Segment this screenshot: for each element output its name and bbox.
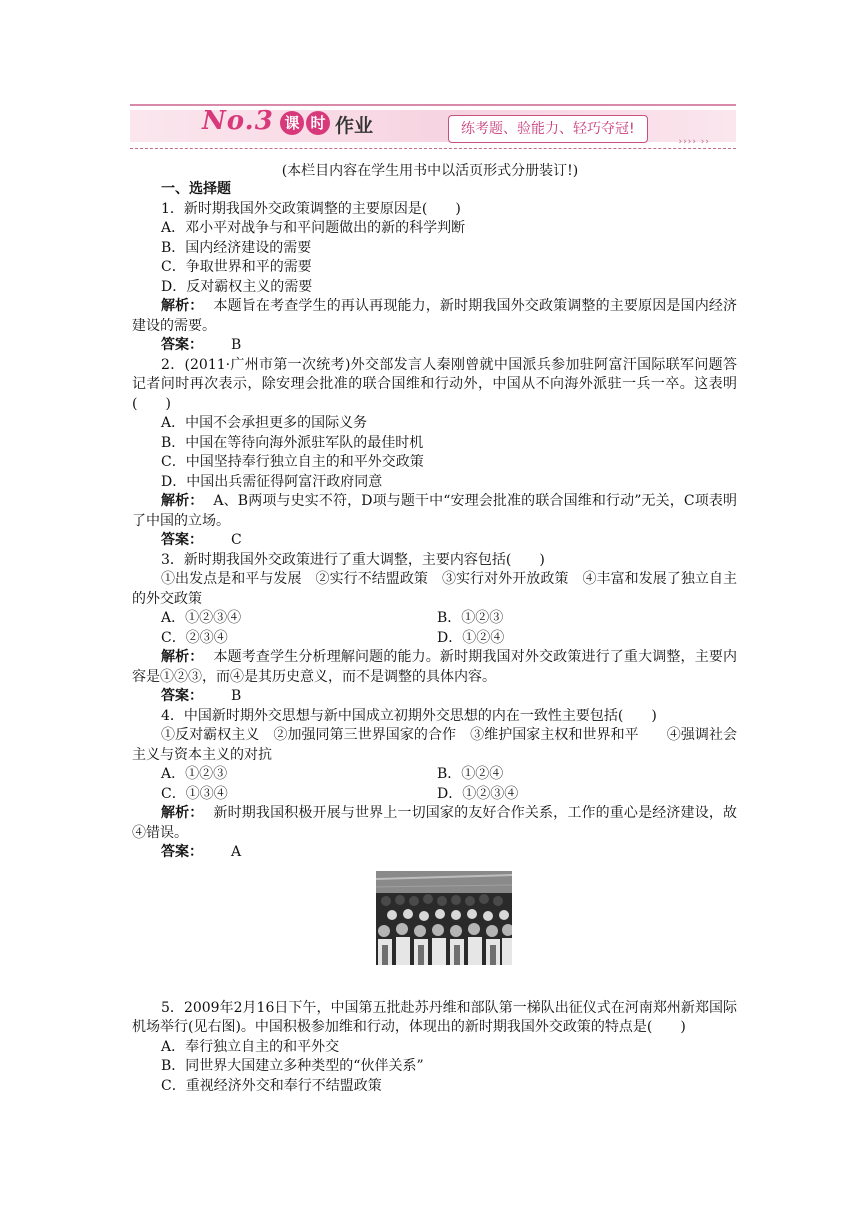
q1-explain-text: 本题旨在考查学生的再认再现能力，新时期我国外交政策调整的主要原因是国内经济建设的需要。 — [132, 298, 738, 334]
q2-explanation — [132, 492, 737, 531]
q3-option-a: A．①②③④ — [161, 610, 242, 626]
homework-label: 作业 — [335, 115, 374, 137]
q1-option-d: D．反对霸权主义的需要 — [161, 278, 313, 295]
q3-answer-label: 答案： — [161, 688, 203, 704]
badge-ke: 课 — [280, 111, 304, 135]
header-banner — [130, 104, 736, 152]
q1-option-b: B．国内经济建设的需要 — [161, 239, 312, 256]
q4-explain-label: 解析： — [161, 805, 204, 821]
q4-stem: 4．中国新时期外交思想与新中国成立初期外交思想的内在一致性主要包括( ) — [161, 707, 657, 724]
q2-explain-label: 解析： — [161, 493, 204, 509]
q1-explain-label: 解析： — [161, 298, 204, 314]
q4-explain-text: 新时期我国积极开展与世界上一切国家的友好合作关系，工作的重心是经济建设，故④错误。 — [132, 805, 738, 841]
q1-stem: 1．新时期我国外交政策调整的主要原因是( ) — [161, 200, 461, 217]
lesson-number: No.3 — [202, 106, 274, 136]
section-title: 一、选择题 — [161, 181, 231, 197]
q3-options-row-1 — [132, 609, 737, 629]
q3-explain-text: 本题考查学生分析理解问题的能力。新时期我国对外交政策进行了重大调整，主要内容是①②③，而④是其历史意义，而不是调整的具体内容。 — [132, 649, 738, 685]
q2-option-d: D．中国出兵需征得阿富汗政府同意 — [161, 473, 383, 490]
q5-option-b: B．同世界大国建立多种类型的“伙伴关系” — [161, 1058, 424, 1074]
q1-option-a: A．邓小平对战争与和平问题做出的新的科学判断 — [161, 220, 466, 236]
q3-option-b: B．①②③ — [437, 610, 504, 626]
q3-option-d: D．①②④ — [437, 629, 505, 646]
q4-answer-value: A — [231, 844, 242, 860]
q4-answer — [132, 843, 737, 863]
q3-option-c: C．②③④ — [161, 629, 228, 646]
q1-explanation — [132, 297, 737, 336]
q1-option-c: C．争取世界和平的需要 — [161, 259, 312, 275]
q2-stem: 2．(2011·广州市第一次统考)外交部发言人秦刚曾就中国派兵参加驻阿富汗国际联军问题答记者问时再次表示，除安理会批准的联合国维和行动外，中国从不向海外派驻一兵一卒。这表明( ) — [132, 356, 737, 412]
q1-answer-value: B — [231, 337, 242, 353]
q2-answer-label: 答案： — [161, 532, 203, 548]
badge-shi: 时 — [306, 111, 330, 135]
q2-option-c: C．中国坚持奉行独立自主的和平外交政策 — [161, 454, 424, 470]
q4-option-b: B．①②④ — [437, 766, 504, 782]
slogan-box: 练考题、验能力、轻巧夺冠! — [448, 115, 648, 143]
peacekeepers-photo — [376, 871, 512, 965]
q1-answer — [132, 336, 737, 356]
q5-option-a: A．奉行独立自主的和平外交 — [161, 1038, 340, 1055]
q2-option-a: A．中国不会承担更多的国际义务 — [161, 415, 368, 431]
q3-items: ①出发点是和平与发展 ②实行不结盟政策 ③实行对外开放政策 ④丰富和发展了独立自主的外交政策 — [132, 571, 737, 607]
q3-explanation — [132, 648, 737, 687]
q4-option-c: C．①③④ — [161, 785, 228, 802]
banner-bottom-line — [130, 148, 736, 149]
q4-option-a: A．①②③ — [161, 766, 228, 782]
exercise-content — [132, 180, 737, 1096]
q4-options-row-1 — [132, 765, 737, 785]
q4-answer-label: 答案： — [161, 844, 203, 860]
q3-options-row-2 — [132, 629, 737, 649]
q2-explain-text: A、B两项与史实不符，D项与题干中“安理会批准的联合国维和行动”无关，C项表明了中国的立场。 — [132, 493, 738, 529]
q4-options-row-2 — [132, 785, 737, 805]
q5-option-c: C．重视经济外交和奉行不结盟政策 — [161, 1077, 382, 1094]
q3-answer — [132, 687, 737, 707]
binding-note: (本栏目内容在学生用书中以活页形式分册装订!) — [281, 163, 579, 179]
q3-explain-label: 解析： — [161, 649, 204, 665]
q3-stem: 3．新时期我国外交政策进行了重大调整，主要内容包括( ) — [161, 551, 545, 568]
q2-answer-value: C — [231, 532, 242, 548]
q4-items: ①反对霸权主义 ②加强同第三世界国家的合作 ③维护国家主权和世界和平 ④强调社会主义与资本主义的对抗 — [132, 727, 737, 763]
q3-answer-value: B — [231, 688, 242, 704]
q4-option-d: D．①②③④ — [437, 785, 519, 802]
banner-dots: ›››› ›› — [678, 137, 710, 147]
q4-explanation — [132, 804, 737, 843]
q2-option-b: B．中国在等待向海外派驻军队的最佳时机 — [161, 434, 424, 451]
photo-area — [132, 863, 737, 999]
q1-answer-label: 答案： — [161, 337, 203, 353]
q5-stem: 5．2009年2月16日下午，中国第五批赴苏丹维和部队第一梯队出征仪式在河南郑州新郑国际机场举行(见右图)。中国积极参加维和行动，体现出的新时期我国外交政策的特点是( ) — [132, 999, 737, 1035]
q2-answer — [132, 531, 737, 551]
